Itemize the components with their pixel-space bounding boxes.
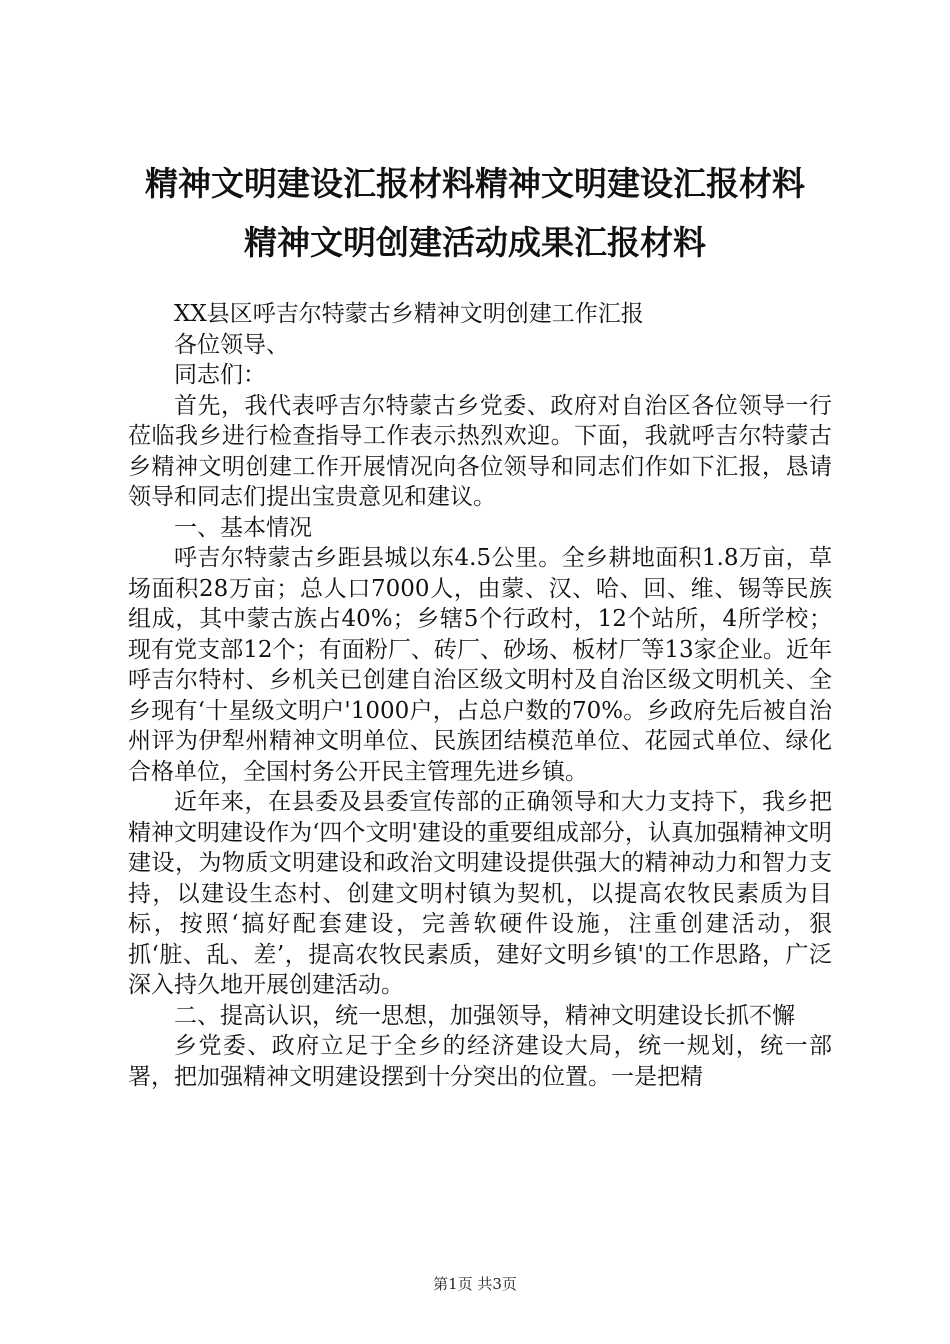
paragraph-basic-info: 呼吉尔特蒙古乡距县城以东4.5公里。全乡耕地面积1.8万亩，草场面积28万亩；总人口7000人，由蒙、汉、哈、回、维、锡等民族组成，其中蒙古族占40%；乡辖5个行政村，12个站所，4所学校；现有党支部12个；有面粉厂、砖厂、砂场、板材厂等13家企业。近年呼吉尔特村、乡机关已创建自治区级文明村及自治区级文明机关、全乡现有‘十星级文明户'1000户，占总户数的70%。乡政府先后被自治州评为伊犁州精神文明单位、民族团结模范单位、花园式单位、绿化合格单位，全国村务公开民主管理先进乡镇。 <box>128 545 832 785</box>
report-heading: XX县区呼吉尔特蒙古乡精神文明创建工作汇报 <box>174 301 644 327</box>
page-footer: 第1页 共3页 <box>433 1275 517 1293</box>
document-title: 精神文明建设汇报材料精神文明建设汇报材料 <box>145 164 805 203</box>
document-subtitle: 精神文明创建活动成果汇报材料 <box>244 223 706 262</box>
salutation-line-1: 各位领导、 <box>174 331 289 358</box>
paragraph-intro: 首先，我代表呼吉尔特蒙古乡党委、政府对自治区各位领导一行莅临我乡进行检查指导工作表示热烈欢迎。下面，我就呼吉尔特蒙古乡精神文明创建工作开展情况向各位领导和同志们作如下汇报，恳请领导和同志们提出宝贵意见和建议。 <box>128 392 832 510</box>
section-heading-1: 一、基本情况 <box>174 514 312 541</box>
paragraph-leadership: 乡党委、政府立足于全乡的经济建设大局，统一规划，统一部署，把加强精神文明建设摆到十分突出的位置。一是把精 <box>128 1033 832 1090</box>
section-heading-2: 二、提高认识，统一思想，加强领导，精神文明建设长抓不懈 <box>174 1002 795 1029</box>
document-body <box>128 299 832 1092</box>
salutation-line-2: 同志们： <box>174 362 266 388</box>
paragraph-recent-years: 近年来，在县委及县委宣传部的正确领导和大力支持下，我乡把精神文明建设作为‘四个文明'建设的重要组成部分，认真加强精神文明建设，为物质文明建设和政治文明建设提供强大的精神动力和智力支持，以建设生态村、创建文明村镇为契机，以提高农牧民素质为目标，按照‘搞好配套建设，完善软硬件设施，注重创建活动，狠抓‘脏、乱、差’，提高农牧民素质，建好文明乡镇'的工作思路，广泛深入持久地开展创建活动。 <box>128 789 832 998</box>
